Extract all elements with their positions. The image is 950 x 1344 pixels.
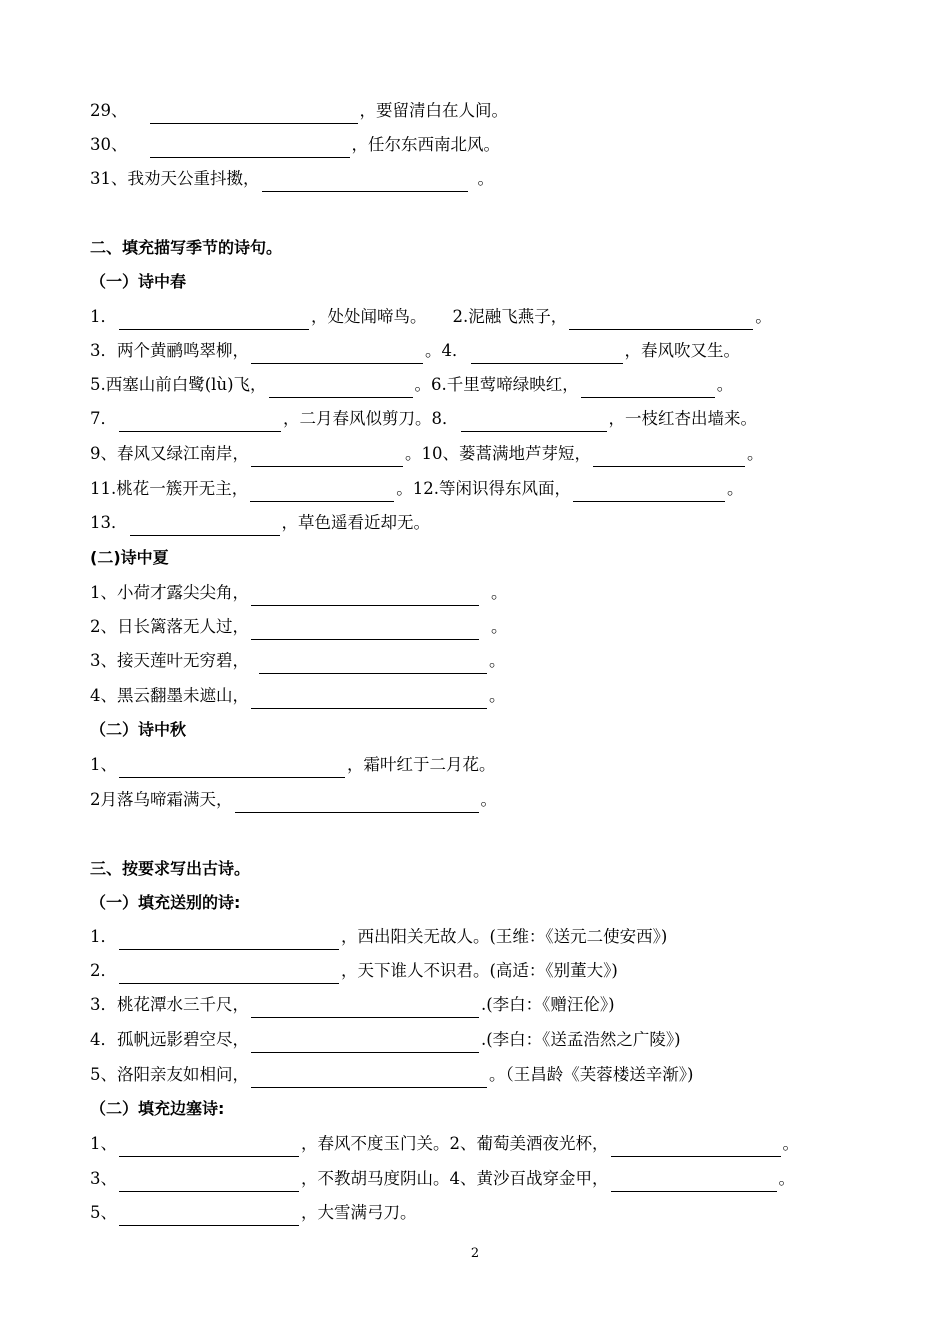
answer-blank[interactable] xyxy=(119,759,345,778)
answer-blank[interactable] xyxy=(259,655,487,674)
answer-blank[interactable] xyxy=(251,690,487,709)
farewell-q1: 1． ，西出阳关无故人。(王维：《送元二使安西》) xyxy=(90,924,667,950)
answer-blank[interactable] xyxy=(573,483,725,502)
question-30: 30、 ，任尔东西南北风。 xyxy=(90,132,500,158)
answer-blank[interactable] xyxy=(235,794,479,813)
spring-row-7: 13． ，草色遥看近却无。 xyxy=(90,510,430,536)
section-2-title: 二、填充描写季节的诗句。 xyxy=(90,238,283,257)
spring-row-5: 9、春风又绿江南岸， 。 10、蒌蒿满地芦芽短， 。 xyxy=(90,441,764,467)
answer-blank[interactable] xyxy=(251,345,423,364)
autumn-q1: 1、 ，霜叶红于二月花。 xyxy=(90,752,496,778)
summer-q2: 2、日长篱落无人过， 。 xyxy=(90,614,508,640)
answer-blank[interactable] xyxy=(269,379,413,398)
answer-blank[interactable] xyxy=(471,345,623,364)
answer-blank[interactable] xyxy=(119,413,281,432)
answer-blank[interactable] xyxy=(119,311,309,330)
autumn-q2: 2月落乌啼霜满天， 。 xyxy=(90,787,497,813)
answer-blank[interactable] xyxy=(251,448,403,467)
farewell-q4: 4．孤帆远影碧空尽， .(李白：《送孟浩然之广陵》) xyxy=(90,1027,681,1053)
frontier-subtitle: （二）填充边塞诗: xyxy=(90,1099,225,1118)
answer-blank[interactable] xyxy=(262,173,468,192)
spring-row-2: 3．两个黄鹂鸣翠柳， 。 4． ，春风吹又生。 xyxy=(90,338,740,364)
spring-row-3: 5.西塞山前白鹭(lù)飞， 。 6.千里莺啼绿映红， 。 xyxy=(90,372,733,398)
summer-q3: 3、接天莲叶无穷碧， 。 xyxy=(90,648,506,674)
summer-subtitle: (二)诗中夏 xyxy=(90,548,169,567)
answer-blank[interactable] xyxy=(581,379,715,398)
frontier-row-3: 5、 ，大雪满弓刀。 xyxy=(90,1200,417,1226)
farewell-q2: 2． ，天下谁人不识君。(高适：《别董大》) xyxy=(90,958,618,984)
answer-blank[interactable] xyxy=(251,587,479,606)
farewell-subtitle: （一）填充送别的诗: xyxy=(90,893,241,912)
farewell-q3: 3．桃花潭水三千尺， .(李白：《赠汪伦》) xyxy=(90,992,615,1018)
question-31: 31、我劝天公重抖擞， 。 xyxy=(90,166,494,192)
answer-blank[interactable] xyxy=(251,1069,487,1088)
answer-blank[interactable] xyxy=(130,517,280,536)
farewell-q5: 5、洛阳亲友如相问， 。（王昌龄《芙蓉楼送辛渐》) xyxy=(90,1062,693,1088)
answer-blank[interactable] xyxy=(251,621,479,640)
summer-q4: 4、黑云翻墨未遮山， 。 xyxy=(90,683,506,709)
answer-blank[interactable] xyxy=(150,139,350,158)
spring-row-6: 11.桃花一簇开无主， 。 12.等闲识得东风面， 。 xyxy=(90,476,744,502)
answer-blank[interactable] xyxy=(119,1138,299,1157)
frontier-row-1: 1、 ，春风不度玉门关。 2、葡萄美酒夜光杯， 。 xyxy=(90,1131,799,1157)
answer-blank[interactable] xyxy=(461,413,607,432)
section-3-title: 三、按要求写出古诗。 xyxy=(90,859,251,878)
answer-blank[interactable] xyxy=(611,1138,781,1157)
answer-blank[interactable] xyxy=(119,1173,299,1192)
spring-row-4: 7． ，二月春风似剪刀。 8． ，一枝红杏出墙来。 xyxy=(90,406,757,432)
answer-blank[interactable] xyxy=(119,1207,299,1226)
answer-blank[interactable] xyxy=(611,1173,777,1192)
summer-q1: 1、小荷才露尖尖角， 。 xyxy=(90,580,508,606)
answer-blank[interactable] xyxy=(119,931,339,950)
answer-blank[interactable] xyxy=(150,105,358,124)
answer-blank[interactable] xyxy=(569,311,753,330)
autumn-subtitle: （二）诗中秋 xyxy=(90,720,187,739)
answer-blank[interactable] xyxy=(251,1034,479,1053)
answer-blank[interactable] xyxy=(250,483,394,502)
answer-blank[interactable] xyxy=(251,999,479,1018)
answer-blank[interactable] xyxy=(119,965,339,984)
answer-blank[interactable] xyxy=(593,448,745,467)
spring-subtitle: （一）诗中春 xyxy=(90,272,187,291)
spring-row-1: 1． ，处处闻啼鸟。 2.泥融飞燕子， 。 xyxy=(90,304,772,330)
page-number: 2 xyxy=(470,1246,480,1261)
question-29: 29、 ，要留清白在人间。 xyxy=(90,98,508,124)
frontier-row-2: 3、 ，不教胡马度阴山。 4、黄沙百战穿金甲， 。 xyxy=(90,1166,795,1192)
